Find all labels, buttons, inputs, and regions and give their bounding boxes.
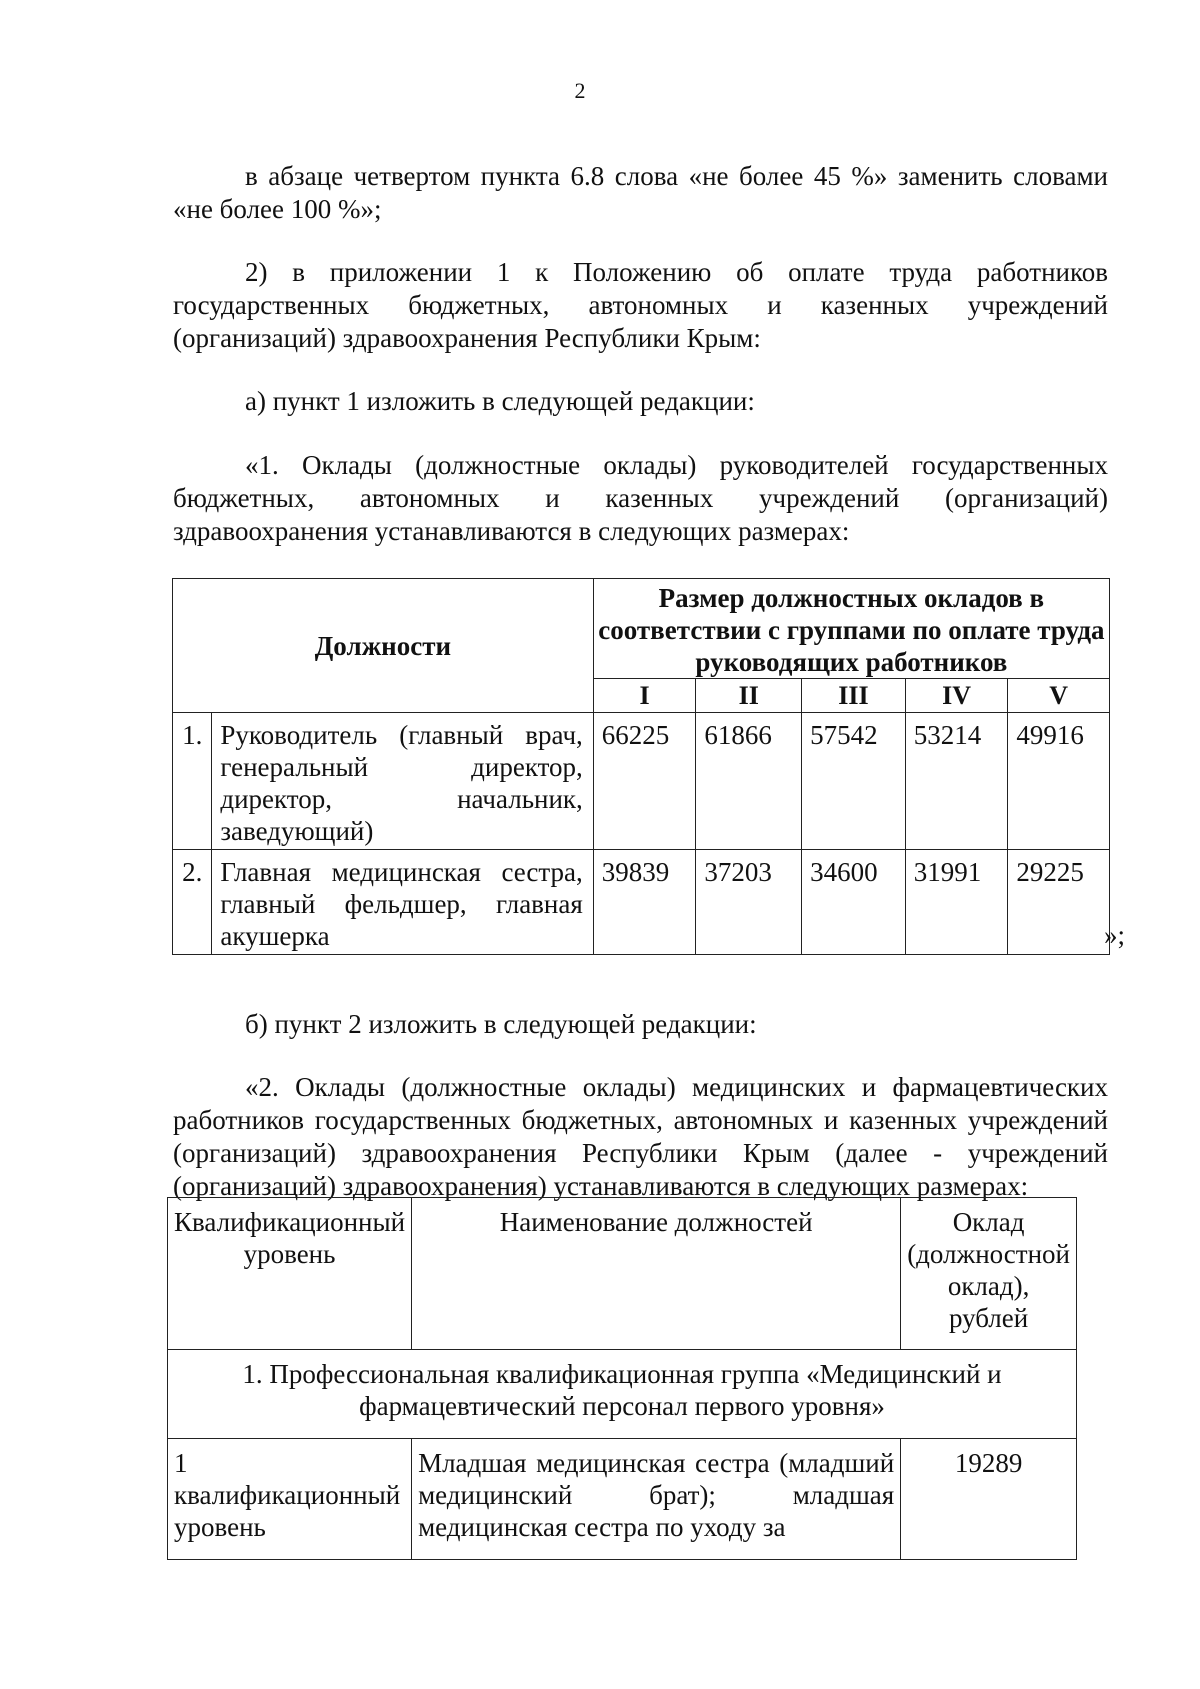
salary-cell: 53214: [905, 713, 1008, 850]
qualification-level-header: Квалификационный уровень: [168, 1198, 412, 1350]
group-header: III: [802, 679, 906, 713]
row-number: 2.: [173, 850, 212, 955]
table-row: [173, 713, 1110, 850]
row-number: 1.: [173, 713, 212, 850]
paragraph-item-1-text: «1. Оклады (должностные оклады) руководителей государственных бюджетных, автономных и казенных учреждений (организаций) здравоохранения устанавливаются в следующих размерах:: [173, 450, 1108, 546]
salary-cell: 19289: [901, 1439, 1077, 1560]
group-sizes-header: Размер должностных окладов в соответствии с группами по оплате труда руководящих работников: [593, 579, 1109, 679]
position-cell: Руководитель (главный врач, генеральный директор, директор, начальник, заведующий): [212, 713, 593, 850]
paragraph-item-a: а) пункт 1 изложить в следующей редакции:: [245, 386, 755, 416]
table-row: [168, 1439, 1077, 1560]
medical-salary-table: [167, 1197, 1077, 1560]
position-names-header: Наименование должностей: [412, 1198, 901, 1350]
salary-cell: 29225: [1008, 850, 1110, 955]
salary-cell: 61866: [696, 713, 802, 850]
salary-cell: 57542: [802, 713, 906, 850]
salary-header: Оклад (должностной оклад), рублей: [901, 1198, 1077, 1350]
salary-cell: 37203: [696, 850, 802, 955]
position-names-cell: Младшая медицинская сестра (младший медицинский брат); младшая медицинская сестра по уходу за: [412, 1439, 901, 1560]
group-header: IV: [905, 679, 1008, 713]
closing-quote: »;: [1104, 920, 1126, 950]
salary-cell: 34600: [802, 850, 906, 955]
group-header: I: [593, 679, 696, 713]
positions-header: Должности: [173, 579, 594, 713]
salary-cell: 39839: [593, 850, 696, 955]
group-header: V: [1008, 679, 1110, 713]
paragraph-appendix-1: 2) в приложении 1 к Положению об оплате труда работников государственных бюджетных, автономных и казенных учреждений (организаций) здравоохранения Республики Крым:: [173, 257, 1108, 353]
managers-salary-table: [172, 578, 1110, 955]
group-header: II: [696, 679, 802, 713]
paragraph-item-2-text: «2. Оклады (должностные оклады) медицинских и фармацевтических работников государственных бюджетных, автономных и казенных учреждений (организаций) здравоохранения Республики Крым (далее - учреждений (организаций) здравоохранения) устанавливаются в следующих размерах:: [173, 1072, 1108, 1201]
qualification-level-cell: 1 квалификационный уровень: [168, 1439, 412, 1560]
salary-cell: 49916: [1008, 713, 1110, 850]
salary-cell: 31991: [905, 850, 1008, 955]
table-row: [173, 850, 1110, 955]
salary-cell: 66225: [593, 713, 696, 850]
paragraph-item-b: б) пункт 2 изложить в следующей редакции:: [245, 1009, 757, 1039]
paragraph-amend-6-8: в абзаце четвертом пункта 6.8 слова «не более 45 %» заменить словами «не более 100 %»;: [173, 161, 1108, 224]
position-cell: Главная медицинская сестра, главный фельдшер, главная акушерка: [212, 850, 593, 955]
qualification-group-title: 1. Профессиональная квалификационная группа «Медицинский и фармацевтический персонал первого уровня»: [168, 1350, 1077, 1439]
page-number: 2: [574, 78, 586, 103]
